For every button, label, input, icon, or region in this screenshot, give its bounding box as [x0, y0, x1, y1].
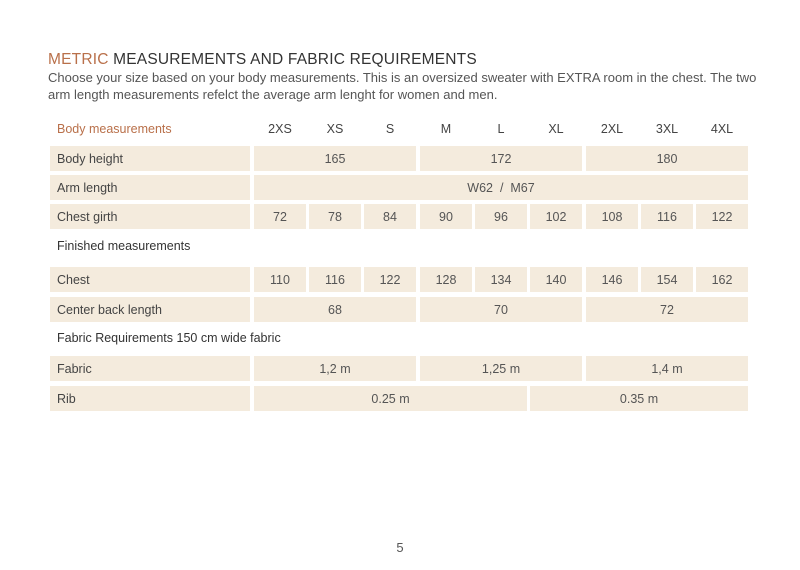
chest-girth-cell: 108 [586, 204, 638, 229]
chest-cell: 146 [586, 267, 638, 292]
fabric-cell: 1,25 m [420, 356, 582, 381]
arm-length-cell: W62 / M67 [254, 175, 748, 200]
chest-cell: 162 [696, 267, 748, 292]
size-header-m: M [440, 121, 452, 136]
row-label-rib: Rib [50, 386, 250, 411]
chest-girth-cell: 96 [475, 204, 527, 229]
size-header-s: S [385, 121, 395, 136]
center-back-length-cell: 72 [586, 297, 748, 322]
heading-accent-word: METRIC [48, 51, 109, 68]
chest-cell: 154 [641, 267, 693, 292]
center-back-length-cell: 70 [420, 297, 582, 322]
row-label-fabric: Fabric [50, 356, 250, 381]
fabric-cell: 1,2 m [254, 356, 416, 381]
chest-cell: 116 [309, 267, 361, 292]
chest-cell: 110 [254, 267, 306, 292]
row-label-chest: Chest [50, 267, 250, 292]
chest-girth-cell: 102 [530, 204, 582, 229]
size-header-xs: XS [326, 121, 344, 136]
chest-cell: 134 [475, 267, 527, 292]
chest-girth-cell: 72 [254, 204, 306, 229]
page-number: 5 [396, 540, 404, 555]
chest-cell: 128 [420, 267, 472, 292]
rib-cell: 0.25 m [254, 386, 527, 411]
row-label-chest-girth: Chest girth [50, 204, 250, 229]
page-heading [48, 51, 477, 69]
size-header-xl: XL [548, 121, 564, 136]
chest-girth-cell: 90 [420, 204, 472, 229]
chest-girth-cell: 84 [364, 204, 416, 229]
chest-girth-cell: 78 [309, 204, 361, 229]
size-header-3xl: 3XL [655, 121, 679, 136]
size-header-4xl: 4XL [710, 121, 734, 136]
size-header-2xs: 2XS [268, 121, 292, 136]
rib-cell: 0.35 m [530, 386, 748, 411]
row-label-center-back-length: Center back length [50, 297, 250, 322]
chest-girth-cell: 116 [641, 204, 693, 229]
body-measurements-header: Body measurements [57, 121, 172, 136]
finished-measurements-title: Finished measurements [57, 239, 191, 253]
fabric-requirements-title: Fabric Requirements 150 cm wide fabric [57, 331, 281, 345]
heading-rest: MEASUREMENTS AND FABRIC REQUIREMENTS [108, 51, 477, 68]
body-height-cell: 172 [420, 146, 582, 171]
size-header-l: L [497, 121, 505, 136]
row-label-arm-length: Arm length [50, 175, 250, 200]
size-header-2xl: 2XL [600, 121, 624, 136]
chest-cell: 122 [364, 267, 416, 292]
body-height-cell: 165 [254, 146, 416, 171]
chest-cell: 140 [530, 267, 582, 292]
row-label-body-height: Body height [50, 146, 250, 171]
center-back-length-cell: 68 [254, 297, 416, 322]
intro-paragraph: Choose your size based on your body measurements. This is an oversized sweater with EXTRA room in the chest. The two arm length measurements refelct the average arm lenght for women and men. [48, 70, 757, 102]
body-height-cell: 180 [586, 146, 748, 171]
chest-girth-cell: 122 [696, 204, 748, 229]
fabric-cell: 1,4 m [586, 356, 748, 381]
